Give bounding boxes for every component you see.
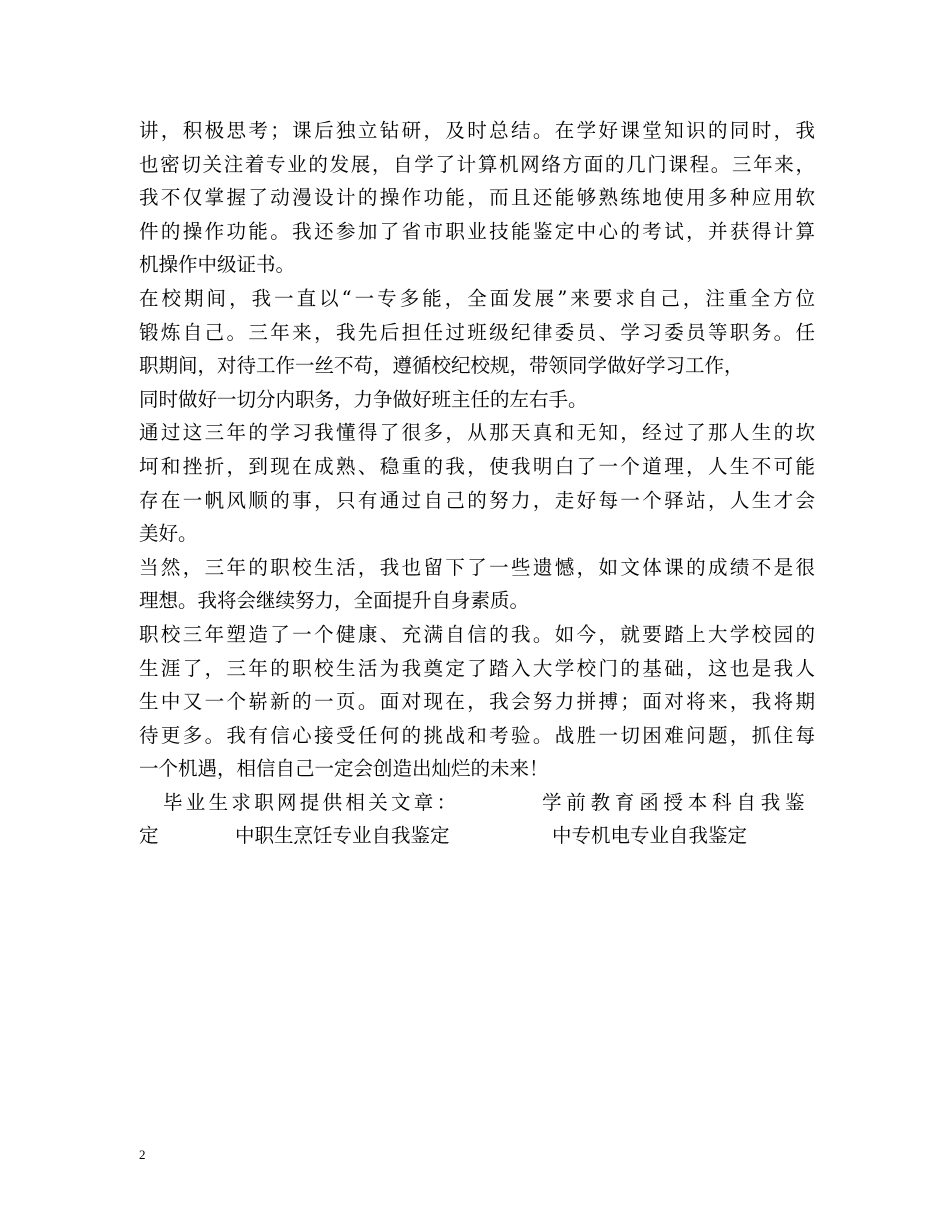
text-line: 我不仅掌握了动漫设计的操作功能，而且还能够熟练地使用多种应用软	[139, 186, 815, 210]
text-line: 理想。我将会继续努力，全面提升自身素质。	[139, 589, 530, 613]
related-link-preschool-part1[interactable]: 学前教育函授本科自我鉴	[542, 790, 810, 814]
text-line: 当然，三年的职校生活，我也留下了一些遗憾，如文体课的成绩不是很	[139, 555, 815, 579]
text-line: 职期间，对待工作一丝不苟，遵循校纪校规，带领同学做好学习工作，	[139, 354, 744, 378]
text-line: 同时做好一切分内职务，力争做好班主任的左右手。	[139, 387, 588, 411]
related-articles-row	[139, 819, 815, 853]
text-line: 件的操作功能。我还参加了省市职业技能鉴定中心的考试，并获得计算	[139, 219, 815, 243]
text-line: 在校期间，我一直以“一专多能，全面发展”来要求自己，注重全方位	[139, 286, 815, 310]
text-line: 坷和挫折，到现在成熟、稳重的我，使我明白了一个道理，人生不可能	[139, 454, 815, 478]
text-line: 讲，积极思考；课后独立钻研，及时总结。在学好课堂知识的同时，我	[139, 119, 815, 142]
text-line: 生涯了，三年的职校生活为我奠定了踏入大学校门的基础，这也是我人	[139, 656, 815, 680]
related-link-preschool-part2[interactable]: 定	[139, 824, 159, 848]
page-number: 2	[139, 1147, 146, 1162]
text-line: 通过这三年的学习我懂得了很多，从那天真和无知，经过了那人生的坎	[139, 421, 815, 445]
related-articles-intro: 毕业生求职网提供相关文章：	[163, 790, 460, 814]
related-link-cooking[interactable]: 中职生烹饪专业自我鉴定	[235, 824, 450, 848]
text-line: 一个机遇，相信自己一定会创造出灿烂的未来！	[139, 757, 549, 781]
text-line: 生中又一个崭新的一页。面对现在，我会努力拼搏；面对将来，我将期	[139, 690, 815, 714]
related-articles-row	[139, 786, 815, 820]
text-line: 机操作中级证书。	[139, 253, 296, 277]
text-line: 锻炼自己。三年来，我先后担任过班级纪律委员、学习委员等职务。任	[139, 320, 815, 344]
text-line: 职校三年塑造了一个健康、充满自信的我。如今，就要踏上大学校园的	[139, 622, 815, 646]
document-body	[139, 114, 815, 853]
text-line: 存在一帆风顺的事，只有通过自己的努力，走好每一个驿站，人生才会	[139, 488, 815, 512]
text-line: 美好。	[139, 522, 198, 546]
related-link-electromechanical[interactable]: 中专机电专业自我鉴定	[552, 824, 748, 848]
text-line: 待更多。我有信心接受任何的挑战和考验。战胜一切困难问题，抓住每	[139, 723, 815, 747]
text-line: 也密切关注着专业的发展，自学了计算机网络方面的几门课程。三年来，	[139, 152, 815, 176]
